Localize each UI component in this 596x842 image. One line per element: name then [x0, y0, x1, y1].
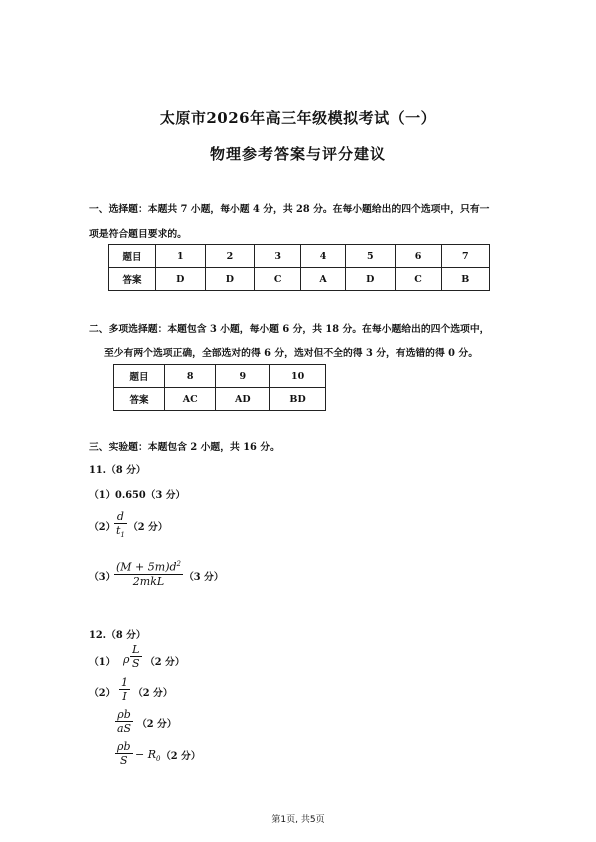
q11-part3-score: （3 分）: [184, 572, 224, 583]
question-number: 8: [165, 365, 216, 388]
fraction-denominator: $t_1$: [116, 524, 125, 540]
q12-part2b-fraction: [115, 708, 133, 735]
q11-label: 11.（8 分）: [89, 465, 146, 476]
q11-part2-score: （2 分）: [128, 522, 168, 533]
answer-cell: C: [395, 268, 441, 291]
section2-heading-cont: 至少有两个选项正确，全部选对的得 6 分，选对但不全的得 3 分，有选错的得 0 分。: [104, 348, 479, 359]
question-number: 4: [301, 245, 346, 268]
row-label-question: 题目: [114, 365, 165, 388]
page-footer: 第1页, 共5页: [271, 815, 325, 825]
fraction-denominator: aS: [117, 722, 132, 735]
answer-cell: AC: [165, 388, 216, 411]
question-number: 5: [346, 245, 396, 268]
row-label-answer: 答案: [109, 268, 156, 291]
q12-part2c-tail: − $R_0$: [135, 748, 161, 764]
question-number: 9: [216, 365, 270, 388]
q12-part1-score: （2 分）: [145, 657, 185, 668]
section2-heading: 二、多项选择题：本题包含 3 小题，每小题 6 分，共 18 分。在每小题给出的四个选项中，: [89, 324, 490, 335]
document-title: 太原市2026年高三年级模拟考试（一）: [159, 109, 437, 127]
q12-part1-num: （1）: [89, 657, 116, 668]
table-row: [109, 268, 490, 291]
q11-part1-num: （1）: [89, 490, 116, 501]
fraction-numerator: $(M + 5m)d^2$: [116, 560, 181, 574]
fraction-denominator: S: [132, 657, 140, 670]
q12-part2b-score: （2 分）: [137, 719, 177, 730]
q12-part2a-fraction: [119, 676, 130, 703]
fraction-numerator: ρb: [117, 740, 131, 753]
q12-part2a-score: （2 分）: [133, 688, 173, 699]
fraction-numerator: d: [116, 510, 124, 523]
answer-cell: D: [346, 268, 396, 291]
answer-cell: AD: [216, 388, 270, 411]
section1-answer-table: [108, 244, 490, 291]
question-number: 6: [395, 245, 441, 268]
q11-part2-fraction: [114, 510, 127, 542]
q12-part2-num: （2）: [89, 688, 116, 699]
row-label-answer: 答案: [114, 388, 165, 411]
question-number: 7: [441, 245, 490, 268]
document-subtitle: 物理参考答案与评分建议: [209, 145, 386, 163]
answer-cell: D: [205, 268, 255, 291]
answer-cell: C: [255, 268, 301, 291]
fraction-denominator: 2mkL: [132, 574, 165, 588]
answer-cell: BD: [270, 388, 326, 411]
table-row: [109, 245, 490, 268]
q11-part1-answer: 0.650（3 分）: [115, 490, 186, 501]
answer-cell: A: [301, 268, 346, 291]
table-row: [114, 365, 326, 388]
table-row: [114, 388, 326, 411]
fraction-denominator: I: [122, 690, 127, 703]
question-number: 1: [156, 245, 206, 268]
q11-part3-num: （3）: [89, 572, 116, 583]
section3-heading: 三、实验题：本题包含 2 小题，共 16 分。: [89, 442, 280, 453]
row-label-question: 题目: [109, 245, 156, 268]
answer-cell: B: [441, 268, 490, 291]
question-number: 10: [270, 365, 326, 388]
q12-part1-fraction: [130, 643, 142, 670]
fraction-numerator: ρb: [117, 708, 131, 721]
fraction-numerator: L: [132, 643, 140, 656]
q12-part2c-score: （2 分）: [161, 751, 201, 762]
q11-part2-num: （2）: [89, 522, 116, 533]
question-number: 3: [255, 245, 301, 268]
q12-label: 12.（8 分）: [89, 630, 146, 641]
q12-part2c-fraction: [115, 740, 133, 767]
fraction-denominator: S: [119, 754, 128, 767]
q11-part3-fraction: [114, 558, 183, 588]
section2-answer-table: [113, 364, 326, 411]
rho-symbol: ρ: [123, 653, 130, 666]
section1-heading: 一、选择题：本题共 7 小题，每小题 4 分，共 28 分。在每小题给出的四个选项中，只有一: [89, 204, 490, 215]
question-number: 2: [205, 245, 255, 268]
section1-heading-cont: 项是符合题目要求的。: [89, 229, 187, 240]
fraction-numerator: 1: [121, 676, 128, 689]
answer-cell: D: [156, 268, 206, 291]
